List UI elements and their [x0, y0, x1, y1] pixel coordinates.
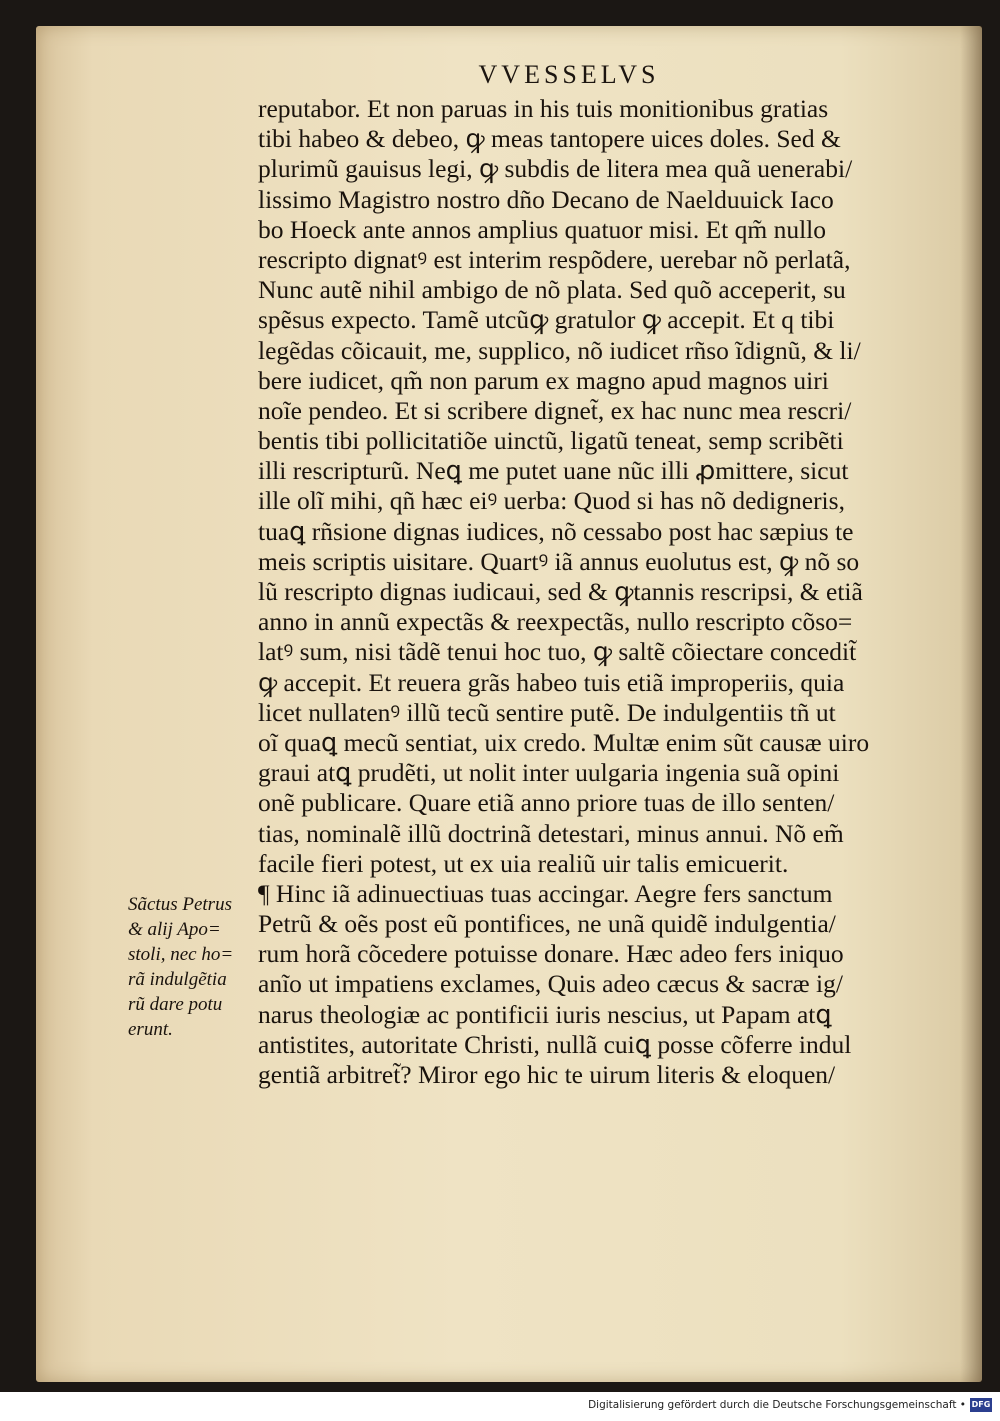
- footer-bar: [0, 1392, 1000, 1421]
- dfg-logo: DFG: [970, 1398, 992, 1412]
- text-line: tuaꝗ rñsione dignas iudices, nõ cessabo post hac sæpius te: [258, 516, 854, 546]
- text-line: ¶ Hinc iã adinuectiuas tuas accingar. Aegre fers sanctum: [258, 878, 833, 908]
- text-line: bentis tibi pollicitatiõe uinctũ, ligatũ teneat, semp scribẽti: [258, 426, 844, 456]
- text-line: graui atꝗ prudẽti, ut nolit inter uulgaria ingenia suã opini: [258, 758, 840, 788]
- text-line: rum horã cõcedere potuisse donare. Hæc adeo fers iniquo: [258, 939, 844, 969]
- footer-credit: Digitalisierung gefördert durch die Deutsche Forschungsgemeinschaft •: [588, 1399, 966, 1411]
- text-line: Petrũ & oẽs post eũ pontifices, ne unã quidẽ indulgentia/: [258, 909, 836, 939]
- text-line: noĩe pendeo. Et si scribere dignet̃, ex hac nunc mea rescri/: [258, 395, 852, 425]
- text-line: gentiã arbitret̃? Miror ego hic te uirum literis & eloquen/: [258, 1060, 836, 1089]
- text-line: licet nullatenꝰ illũ tecũ sentire putẽ. De indulgentiis tñ ut: [258, 697, 836, 727]
- text-line: reputabor. Et non paruas in his tuis monitionibus gratias: [258, 94, 829, 123]
- book-page: [36, 26, 982, 1382]
- margin-note-line: rũ dare potu: [128, 994, 223, 1015]
- text-line: spẽsus expecto. Tamẽ utcũꝙ gratulor ꝙ accepit. Et q tibi: [258, 305, 835, 335]
- text-line: lũ rescripto dignas iudicaui, sed & ꝙtannis rescripsi, & etiã: [258, 577, 863, 606]
- text-line: latꝰ sum, nisi tãdẽ tenui hoc tuo, ꝙ saltẽ cõiectare concedit̃: [258, 637, 857, 667]
- margin-note-line: stoli, nec ho=: [128, 944, 234, 965]
- margin-note-line: Sãctus Petrus: [128, 894, 232, 915]
- text-line: rescripto dignatꝰ est interim respõdere, uerebar nõ perlatã,: [258, 244, 851, 274]
- text-line: meis scriptis uisitare. Quartꝰ iã annus euolutus est, ꝙ nõ so: [258, 546, 860, 576]
- text-line: ille olĩ mihi, qñ hæc eiꝰ uerba: Quod si has nõ dedigneris,: [258, 486, 845, 516]
- text-line: narus theologiæ ac pontificii iuris nescius, ut Papam atꝗ: [258, 999, 832, 1029]
- text-line: oĩ quaꝗ mecũ sentiat, uix credo. Multæ enim sũt causæ uiro: [258, 727, 870, 757]
- body-text: [258, 94, 938, 1090]
- page-edge-shadow: [960, 26, 982, 1382]
- margin-note-line: & alij Apo=: [128, 919, 221, 940]
- text-line: anno in annũ expectãs & reexpectãs, nullo rescripto cõso=: [258, 607, 853, 637]
- text-line: bo Hoeck ante annos amplius quatuor misi. Et qm̃ nullo: [258, 214, 826, 244]
- margin-note-line: erunt.: [128, 1019, 173, 1040]
- text-line: illi rescripturũ. Neꝗ me putet uane nũc illi ꝓmittere, sicut: [258, 456, 849, 486]
- text-line: facile fieri potest, ut ex uia realiũ uir talis emicuerit.: [258, 848, 789, 878]
- text-line: antistites, autoritate Christi, nullã cuiꝗ posse cõferre indul: [258, 1029, 852, 1059]
- text-line: legẽdas cõicauit, me, supplico, nõ iudicet rñso ĩdignũ, & li/: [258, 335, 861, 365]
- text-line: ꝙ accepit. Et reuera grãs habeo tuis etiã improperiis, quia: [258, 667, 845, 697]
- running-head: VVESSELVS: [478, 60, 660, 89]
- margin-note: [128, 892, 258, 1042]
- text-line: anĩo ut impatiens exclames, Quis adeo cæcus & sacræ ig/: [258, 969, 843, 999]
- text-line: onẽ publicare. Quare etiã anno priore tuas de illo senten/: [258, 788, 835, 818]
- text-line: Nunc autẽ nihil ambigo de nõ plata. Sed quõ acceperit, su: [258, 275, 846, 305]
- text-line: tias, nominalẽ illũ doctrinã detestari, minus annui. Nõ em̃: [258, 818, 844, 848]
- text-line: bere iudicet, qm̃ non parum ex magno apud magnos uiri: [258, 365, 829, 395]
- text-line: tibi habeo & debeo, ꝙ meas tantopere uices doles. Sed &: [258, 124, 841, 154]
- margin-note-line: rã indulgẽtia: [128, 969, 227, 990]
- text-line: plurimũ gauisus legi, ꝙ subdis de litera mea quã uenerabi/: [258, 154, 853, 184]
- text-line: lissimo Magistro nostro dño Decano de Naelduuick Iaco: [258, 184, 834, 214]
